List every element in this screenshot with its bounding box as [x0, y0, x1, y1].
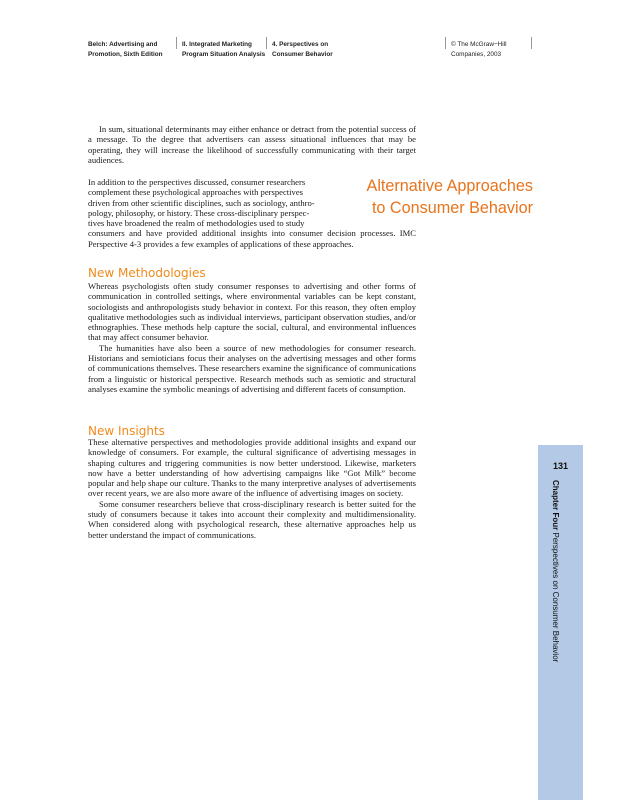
chapter-side-tab: [538, 445, 583, 800]
section-title-alternative-approaches: Alternative Approaches to Consumer Behavior: [366, 177, 533, 217]
header-divider: [531, 37, 532, 49]
running-chapter-title: [550, 480, 560, 663]
page-number: 131: [552, 461, 569, 471]
header-divider: [445, 37, 446, 49]
header-divider: [266, 37, 267, 49]
header-part-title: II. Integrated Marketing Program Situation Analysis: [182, 41, 266, 58]
intro-paragraph: In sum, situational determinants may either enhance or detract from the potential success of a message. To the degree that advertisers can assess situational influences that may be operating, they will increase the likelihood of successfully communicating with their target audiences.: [88, 124, 416, 165]
header-divider: [176, 37, 177, 49]
chapter-title: Perspectives on Consumer Behavior: [551, 532, 560, 663]
new-insights-text: These alternative perspectives and methodologies provide additional insights and expand our knowledge of consumers. For example, the cultural significance of advertising messages in shaping cultures and triggering communities is now better understood. Likewise, marketers now have a better understanding of how advertising campaigns like “Got Milk” become popular and help shape our culture. Thanks to the many interpretive analyses of advertisements over recent years, we are also more aware of the influence of advertising images on society. Some consumer researchers believe that cross-disciplinary research is better suited for the study of consumers because it takes into account their complexity and multidimensionality. When considered along with psychological research, these alternative approaches help us better understand the impact of communications.: [88, 437, 416, 540]
header-book-title: Belch: Advertising and Promotion, Sixth Edition: [88, 41, 163, 58]
chapter-label: Chapter Four: [551, 480, 560, 531]
header-copyright: © The McGraw−Hill Companies, 2003: [451, 41, 507, 58]
heading-new-methodologies: New Methodologies: [88, 266, 206, 280]
heading-new-insights: New Insights: [88, 424, 165, 438]
alternative-approaches-paragraph: In addition to the perspectives discussed, consumer researchers complement these psychological approaches with perspectives driven from other scientific disciplines, such as sociology, anthro- pology, philosophy, or history. These cross-disciplinary perspec- tives have broadened the realm of methodologies used to study consumers and have provided additional insights into consumer decision processes. IMC Perspective 4-3 provides a few examples of applications of these approaches.: [88, 177, 416, 249]
header-chapter-title: 4. Perspectives on Consumer Behavior: [272, 41, 333, 58]
new-methodologies-text: Whereas psychologists often study consumer responses to advertising and other forms of communication in controlled settings, where environmental variables can be kept constant, sociologists and anthropologists study behavior in context. For this reason, they often employ qualitative methodologies such as individual interviews, participant observation studies, and/or ethnographies. These methods help capture the social, cultural, and environmental influences that may affect consumer behavior. The humanities have also been a source of new methodologies for consumer research. Historians and semioticians focus their analyses on the advertising messages and other forms of communications themselves. These researchers examine the significance of communications from a linguistic or historical perspective. Research methods such as semiotic and structural analyses examine the symbolic meanings of advertising and different facets of consumption.: [88, 281, 416, 394]
